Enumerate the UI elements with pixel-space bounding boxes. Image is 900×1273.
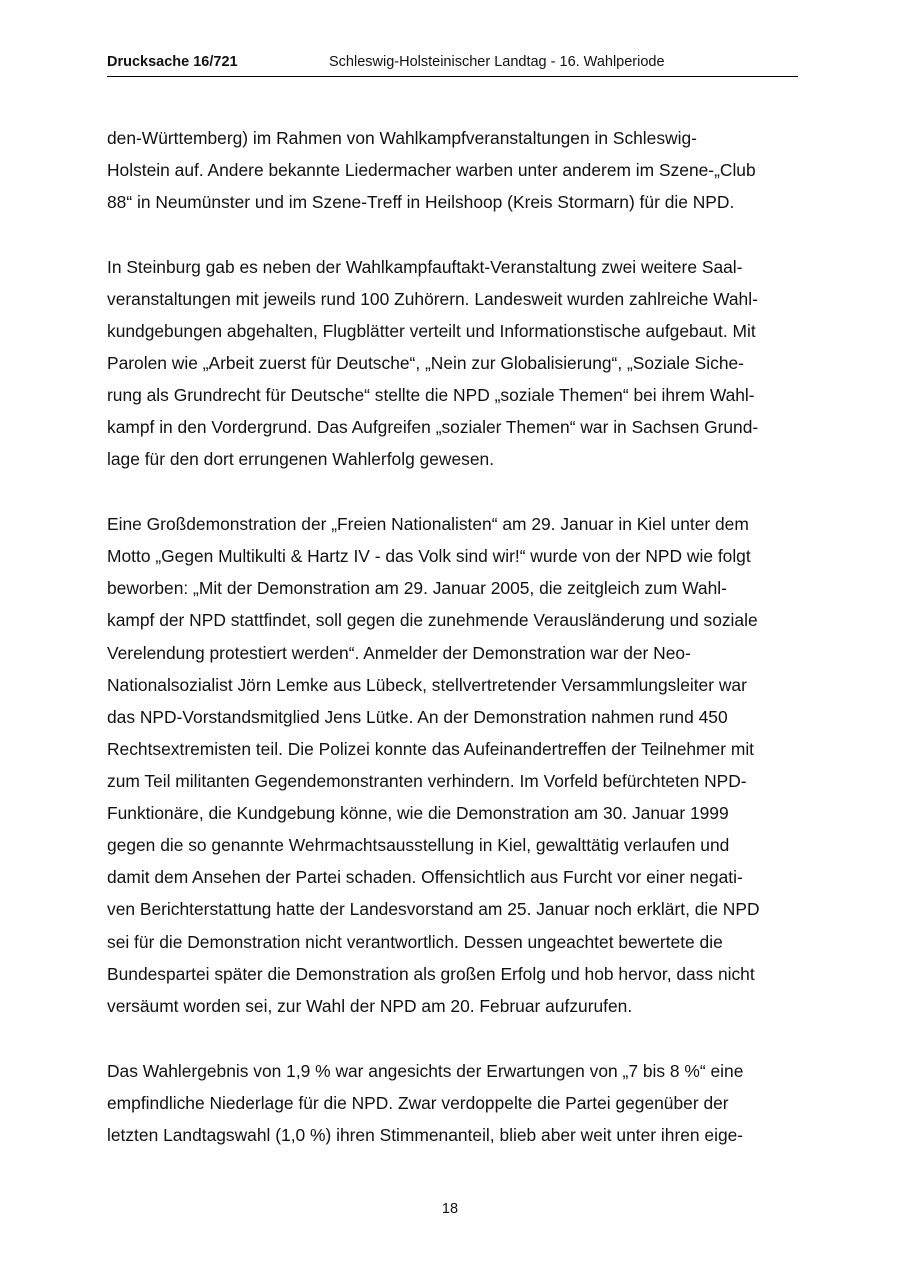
parliament-title: Schleswig-Holsteinischer Landtag - 16. Wahlperiode bbox=[329, 54, 665, 70]
text-line: versäumt worden sei, zur Wahl der NPD am 20. Februar aufzurufen. bbox=[107, 996, 633, 1016]
text-line: das NPD-Vorstandsmitglied Jens Lütke. An der Demonstration nahmen rund 450 bbox=[107, 707, 728, 727]
text-line: veranstaltungen mit jeweils rund 100 Zuhörern. Landesweit wurden zahlreiche Wahl- bbox=[107, 289, 758, 309]
text-line: Parolen wie „Arbeit zuerst für Deutsche“, „Nein zur Globalisierung“, „Soziale Siche- bbox=[107, 353, 744, 373]
text-line: Nationalsozialist Jörn Lemke aus Lübeck, stellvertretender Versammlungsleiter war bbox=[107, 675, 747, 695]
text-line: damit dem Ansehen der Partei schaden. Offensichtlich aus Furcht vor einer negati- bbox=[107, 867, 743, 887]
document-number: Drucksache 16/721 bbox=[107, 54, 238, 70]
text-line: Das Wahlergebnis von 1,9 % war angesichts der Erwartungen von „7 bis 8 %“ eine bbox=[107, 1061, 744, 1081]
text-line: rung als Grundrecht für Deutsche“ stellte die NPD „soziale Themen“ bei ihrem Wahl- bbox=[107, 385, 755, 405]
text-line: zum Teil militanten Gegendemonstranten verhindern. Im Vorfeld befürchteten NPD- bbox=[107, 771, 747, 791]
text-line: kampf in den Vordergrund. Das Aufgreifen „sozialer Themen“ war in Sachsen Grund- bbox=[107, 417, 759, 437]
text-line: Rechtsextremisten teil. Die Polizei konnte das Aufeinandertreffen der Teilnehmer mit bbox=[107, 739, 755, 759]
text-line: den-Württemberg) im Rahmen von Wahlkampfveranstaltungen in Schleswig- bbox=[107, 128, 697, 148]
page-number: 18 bbox=[441, 1201, 459, 1217]
text-line: Verelendung protestiert werden“. Anmelder der Demonstration war der Neo- bbox=[107, 643, 691, 663]
header-divider bbox=[107, 76, 798, 77]
text-line: Motto „Gegen Multikulti & Hartz IV - das Volk sind wir!“ wurde von der NPD wie folgt bbox=[107, 546, 751, 566]
text-line: empfindliche Niederlage für die NPD. Zwar verdoppelte die Partei gegenüber der bbox=[107, 1093, 729, 1113]
text-line: 88“ in Neumünster und im Szene-Treff in Heilshoop (Kreis Stormarn) für die NPD. bbox=[107, 192, 735, 212]
text-line: Funktionäre, die Kundgebung könne, wie die Demonstration am 30. Januar 1999 bbox=[107, 803, 729, 823]
text-line: kundgebungen abgehalten, Flugblätter verteilt und Informationstische aufgebaut. Mit bbox=[107, 321, 756, 341]
text-line: Holstein auf. Andere bekannte Liedermacher warben unter anderem im Szene-„Club bbox=[107, 160, 756, 180]
text-line: beworben: „Mit der Demonstration am 29. Januar 2005, die zeitgleich zum Wahl- bbox=[107, 578, 727, 598]
text-line: Bundespartei später die Demonstration als großen Erfolg und hob hervor, dass nicht bbox=[107, 964, 755, 984]
text-line: letzten Landtagswahl (1,0 %) ihren Stimmenanteil, blieb aber weit unter ihren eige- bbox=[107, 1125, 744, 1145]
text-line: ven Berichterstattung hatte der Landesvorstand am 25. Januar noch erklärt, die NPD bbox=[107, 899, 760, 919]
text-line: lage für den dort errungenen Wahlerfolg gewesen. bbox=[107, 449, 495, 469]
page-header bbox=[107, 54, 798, 76]
text-line: kampf der NPD stattfindet, soll gegen die zunehmende Verausländerung und soziale bbox=[107, 610, 758, 630]
text-line: sei für die Demonstration nicht verantwortlich. Dessen ungeachtet bewertete die bbox=[107, 932, 723, 952]
text-line: gegen die so genannte Wehrmachtsausstellung in Kiel, gewalttätig verlaufen und bbox=[107, 835, 730, 855]
text-line: Eine Großdemonstration der „Freien Nationalisten“ am 29. Januar in Kiel unter dem bbox=[107, 514, 749, 534]
text-line: In Steinburg gab es neben der Wahlkampfauftakt-Veranstaltung zwei weitere Saal- bbox=[107, 257, 743, 277]
